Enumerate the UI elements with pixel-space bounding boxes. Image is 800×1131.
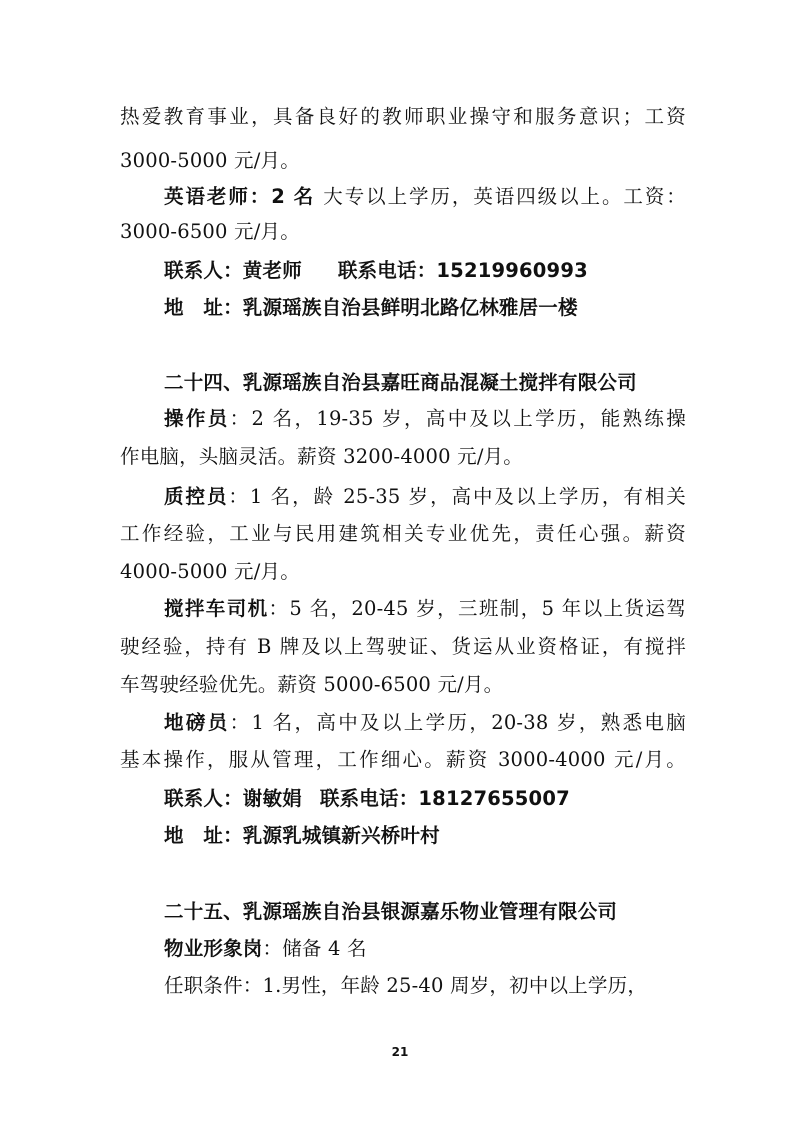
contact-phone: 联系电话：15219960993 [337,259,588,282]
paragraph-line: 驶经验，持有 B 牌及以上驾驶证、货运从业资格证，有搅拌 [120,635,686,658]
operator-line [164,402,686,436]
scale-operator-line [164,706,686,740]
scale-operator-text: ：1 名，高中及以上学历，20-38 岁，熟悉电脑 [229,711,686,734]
address-line-2: 地 址：乳源乳城镇新兴桥叶村 [164,824,440,847]
property-role-line [164,932,730,966]
english-teacher-text: 大专以上学历，英语四级以上。工资： [315,185,686,208]
contact-name: 联系人：谢敏娟 [164,787,302,810]
paragraph-line: 车驾驶经验优先。薪资 5000-6500 元/月。 [120,673,504,696]
address-line-1: 地 址：乳源瑶族自治县鲜明北路亿林雅居一楼 [164,296,578,319]
quality-control-line [164,480,686,514]
mixer-driver-title: 搅拌车司机 [164,597,269,620]
english-teacher-title: 英语老师：2 名 [164,185,316,208]
operator-title: 操作员 [164,407,230,430]
contact-line-2 [164,782,730,816]
paragraph-line: 工作经验，工业与民用建筑相关专业优先，责任心强。薪资 [120,522,686,545]
contact-phone: 联系电话：18127655007 [319,787,570,810]
operator-text: ：2 名，19-35 岁，高中及以上学历，能熟练操 [229,407,686,430]
page-number: 21 [391,1045,409,1059]
company-heading-24: 二十四、乳源瑶族自治县嘉旺商品混凝土搅拌有限公司 [164,371,637,394]
scale-operator-title: 地磅员 [164,711,230,734]
property-role-title: 物业形象岗 [164,937,263,960]
contact-line-1 [164,254,730,288]
paragraph-line: 3000-5000 元/月。 [120,149,300,172]
contact-name: 联系人：黄老师 [164,259,302,282]
company-heading-25: 二十五、乳源瑶族自治县银源嘉乐物业管理有限公司 [164,900,618,923]
requirements-line: 任职条件：1.男性，年龄 25-40 周岁，初中以上学历， [164,974,648,997]
quality-control-text: ：1 名，龄 25-35 岁，高中及以上学历，有相关 [228,485,686,508]
paragraph-line: 基本操作，服从管理，工作细心。薪资 3000-4000 元/月。 [120,748,686,771]
paragraph-line: 3000-6500 元/月。 [120,220,300,243]
paragraph-line: 4000-5000 元/月。 [120,560,300,583]
paragraph-line: 热爱教育事业，具备良好的教师职业操守和服务意识；工资 [120,105,686,128]
quality-control-title: 质控员 [164,485,229,508]
paragraph-line: 作电脑，头脑灵活。薪资 3200-4000 元/月。 [120,445,524,468]
mixer-driver-line [164,592,686,626]
property-role-text: ：储备 4 名 [262,937,367,960]
english-teacher-line [164,180,686,214]
mixer-driver-text: ：5 名，20-45 岁，三班制，5 年以上货运驾 [268,597,686,620]
